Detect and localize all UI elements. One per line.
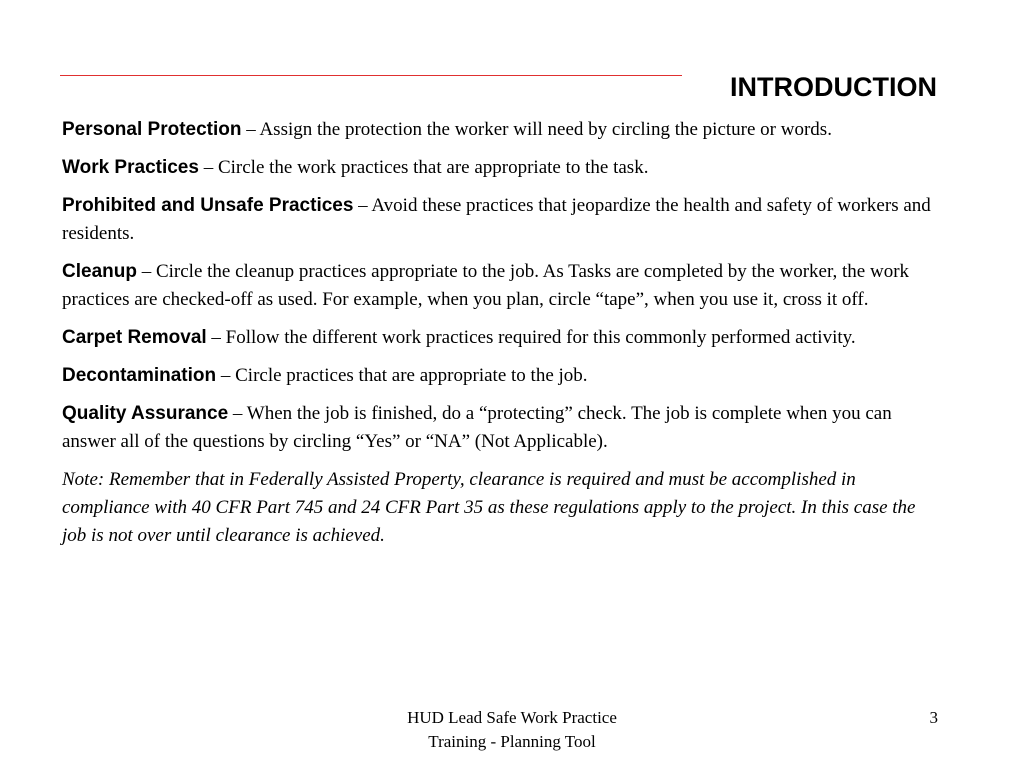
title-rule: [60, 75, 682, 76]
item-text: – Assign the protection the worker will need by circling the picture or words.: [246, 119, 832, 140]
footer-line-2: Training - Planning Tool: [428, 732, 596, 751]
item-term: Decontamination: [62, 365, 217, 386]
item-term: Quality Assurance: [62, 403, 229, 424]
item-term: Work Practices: [62, 157, 199, 178]
item-term: Cleanup: [62, 261, 137, 282]
item-work-practices: [62, 154, 942, 182]
item-term: Personal Protection: [62, 119, 242, 140]
item-text: – Circle the work practices that are appropriate to the task.: [203, 157, 649, 178]
footer-line-1: HUD Lead Safe Work Practice: [407, 708, 617, 727]
item-text: – When the job is finished, do a “protecting” check. The job is complete when you can answer all of the questions by circling “Yes” or “NA” (Not Applicable).: [62, 403, 892, 452]
item-prohibited-practices: [62, 192, 942, 248]
item-text: – Avoid these practices that jeopardize the health and safety of workers and residents.: [62, 195, 931, 244]
page-number: 3: [929, 708, 938, 727]
item-cleanup: [62, 258, 942, 314]
item-personal-protection: [62, 116, 942, 144]
item-carpet-removal: [62, 324, 942, 352]
item-text: – Circle the cleanup practices appropriate to the job. As Tasks are completed by the worker, the work practices are checked-off as used. For example, when you plan, circle “tape”, when you use it, cross it off.: [62, 261, 910, 310]
note-paragraph: Note: Remember that in Federally Assisted Property, clearance is required and must be accomplished in compliance with 40 CFR Part 745 and 24 CFR Part 35 as these regulations apply to the project. In this case the job is not over until clearance is achieved.: [62, 469, 916, 546]
footer: [362, 706, 662, 754]
item-term: Carpet Removal: [62, 327, 207, 348]
item-term: Prohibited and Unsafe Practices: [62, 195, 354, 216]
item-decontamination: [62, 362, 942, 390]
item-text: – Follow the different work practices required for this commonly performed activity.: [211, 327, 856, 348]
slide-content: [62, 116, 942, 560]
item-quality-assurance: [62, 400, 942, 456]
item-text: – Circle practices that are appropriate to the job.: [220, 365, 588, 386]
slide-title: INTRODUCTION: [730, 72, 937, 102]
